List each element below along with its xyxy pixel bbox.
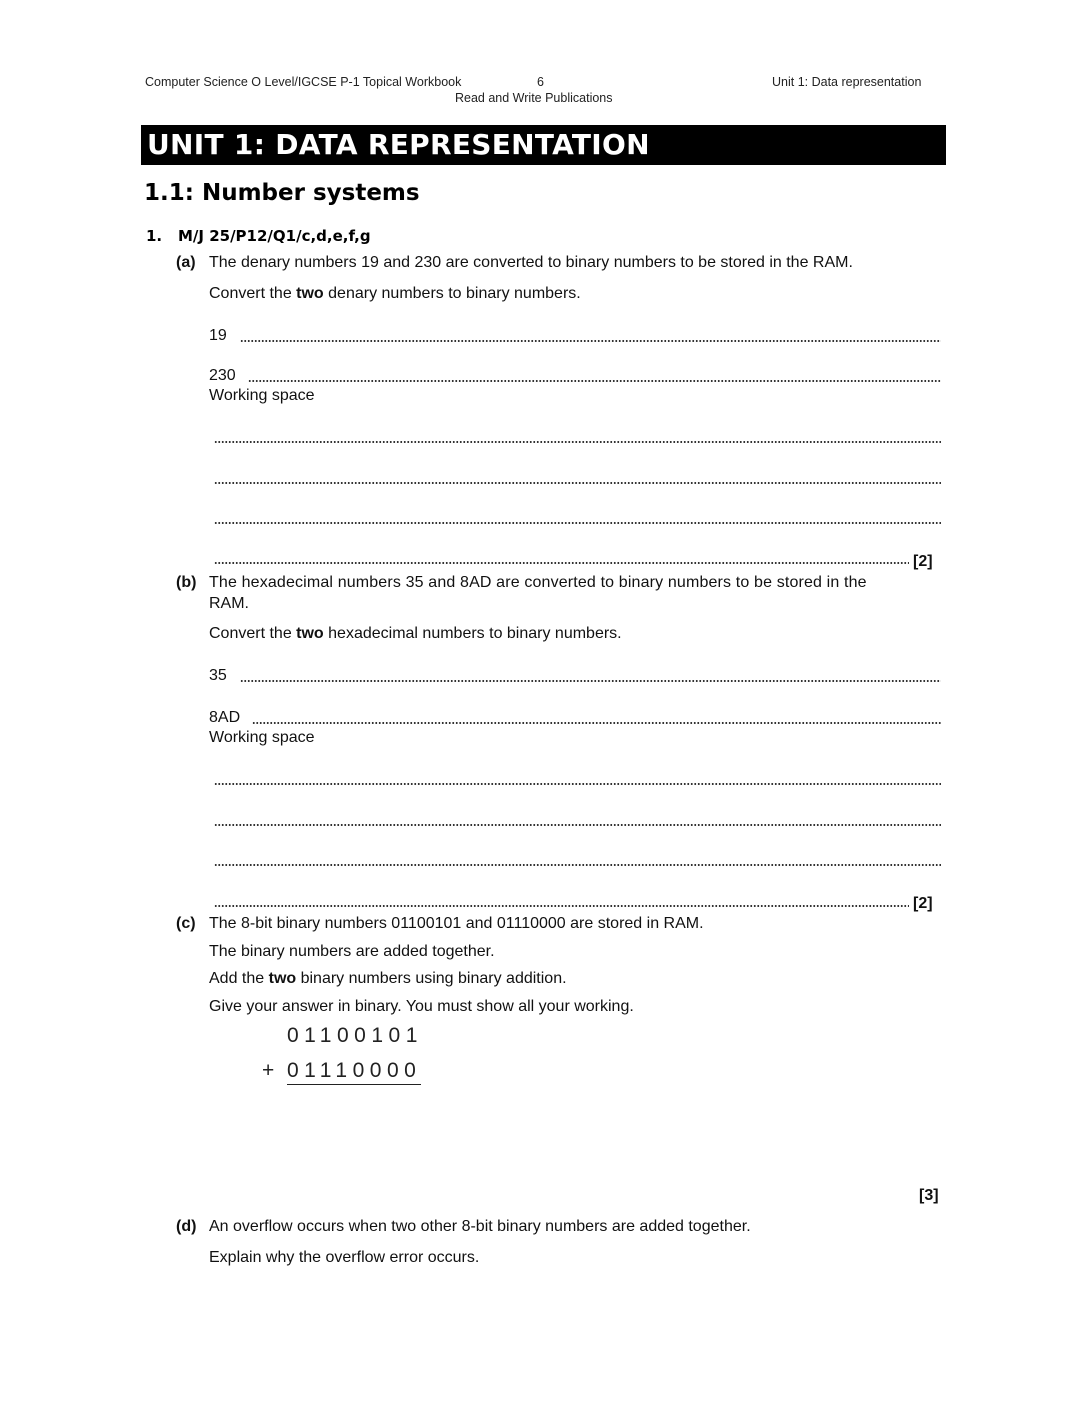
part-a-stem: The denary numbers 19 and 230 are converted to binary numbers to be stored in the RAM. xyxy=(209,254,853,271)
part-d-instruction: Explain why the overflow error occurs. xyxy=(209,1249,480,1266)
part-b-label: (b) xyxy=(176,574,197,591)
instruction-text: Convert the xyxy=(209,625,297,642)
question-reference: M/J 25/P12/Q1/c,d,e,f,g xyxy=(178,227,371,245)
page-number: 6 xyxy=(537,75,544,89)
working-line[interactable] xyxy=(214,522,941,524)
plus-sign: + xyxy=(262,1059,280,1082)
working-space-label: Working space xyxy=(209,729,315,746)
working-line[interactable] xyxy=(214,905,909,907)
book-title: Computer Science O Level/IGCSE P-1 Topical Workbook xyxy=(145,75,462,89)
unit-banner xyxy=(141,125,946,165)
part-d-stem: An overflow occurs when two other 8-bit binary numbers are added together. xyxy=(209,1218,751,1235)
answer-label-8ad: 8AD xyxy=(209,709,241,726)
publisher: Read and Write Publications xyxy=(455,91,613,105)
part-b-instruction xyxy=(209,625,622,643)
answer-line-35[interactable] xyxy=(240,680,941,682)
working-line[interactable] xyxy=(214,562,909,564)
working-line[interactable] xyxy=(214,441,941,443)
binary-operand-1: 01100101 xyxy=(287,1024,423,1047)
instruction-text: binary numbers using binary addition. xyxy=(296,970,567,987)
section-title: 1.1: Number systems xyxy=(144,180,420,206)
answer-label-35: 35 xyxy=(209,667,227,684)
part-c-instruction xyxy=(209,970,567,988)
answer-line-230[interactable] xyxy=(248,380,941,382)
part-d-label: (d) xyxy=(176,1218,197,1235)
instruction-text: Convert the xyxy=(209,285,297,302)
marks-c: [3] xyxy=(919,1187,939,1204)
answer-label-19: 19 xyxy=(209,327,227,344)
part-b-stem-line1: The hexadecimal numbers 35 and 8AD are converted to binary numbers to be stored in the xyxy=(209,574,867,591)
answer-label-230: 230 xyxy=(209,367,236,384)
working-line[interactable] xyxy=(214,824,941,826)
working-line[interactable] xyxy=(214,482,941,484)
instruction-emphasis: two xyxy=(296,625,324,642)
answer-line-19[interactable] xyxy=(240,340,941,342)
part-c-stem: The 8-bit binary numbers 01100101 and 01110000 are stored in RAM. xyxy=(209,915,704,932)
question-number: 1. xyxy=(146,227,163,245)
part-c-line4: Give your answer in binary. You must show all your working. xyxy=(209,998,634,1015)
marks-a: [2] xyxy=(913,553,933,570)
instruction-text: denary numbers to binary numbers. xyxy=(323,285,581,302)
working-space-label: Working space xyxy=(209,387,315,404)
part-c-label: (c) xyxy=(176,915,196,932)
marks-b: [2] xyxy=(913,895,933,912)
part-a-label: (a) xyxy=(176,254,196,271)
binary-operand-2: 01110000 xyxy=(287,1059,421,1085)
unit-banner-title: UNIT 1: DATA REPRESENTATION xyxy=(147,128,650,161)
part-a-instruction xyxy=(209,285,581,303)
instruction-text: Add the xyxy=(209,970,269,987)
working-line[interactable] xyxy=(214,864,941,866)
answer-line-8ad[interactable] xyxy=(252,722,941,724)
instruction-emphasis: two xyxy=(296,285,324,302)
unit-label: Unit 1: Data representation xyxy=(772,75,922,89)
instruction-emphasis: two xyxy=(268,970,297,987)
working-line[interactable] xyxy=(214,783,941,785)
part-c-line2: The binary numbers are added together. xyxy=(209,943,495,960)
part-b-stem-line2: RAM. xyxy=(209,595,249,612)
instruction-text: hexadecimal numbers to binary numbers. xyxy=(323,625,622,642)
